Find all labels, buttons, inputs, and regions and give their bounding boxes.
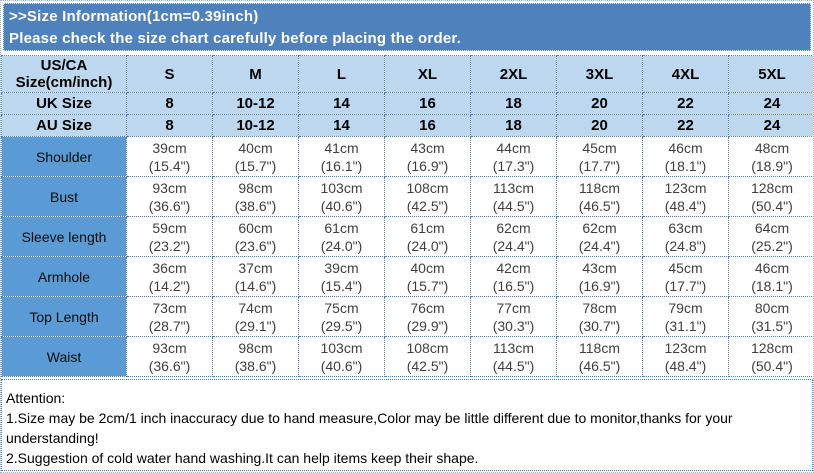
measurement-value-cell: [213, 217, 299, 257]
cm-value: 118cm: [579, 339, 620, 356]
measurement-value-cell: [299, 217, 385, 257]
inch-value: (40.6"): [320, 197, 363, 214]
measurement-value-cell: [127, 137, 213, 177]
measurement-value-cell: [643, 177, 729, 217]
cm-value: 78cm: [582, 299, 617, 316]
inch-value: (24.0"): [320, 237, 363, 254]
cm-value: 123cm: [664, 179, 707, 196]
inch-value: (44.5"): [492, 357, 535, 374]
attention-note-1: 1.Size may be 2cm/1 inch inaccuracy due to hand measure,Color may be little different due to monitor,thanks for your understanding!: [6, 410, 733, 446]
size-column-header: 2XL: [471, 56, 557, 93]
measurement-value-cell: [557, 177, 643, 217]
inch-value: (16.9"): [406, 157, 449, 174]
inch-value: (48.4"): [664, 197, 707, 214]
inch-value: (44.5"): [492, 197, 535, 214]
inch-value: (18.1"): [664, 157, 707, 174]
measurement-value-cell: [643, 217, 729, 257]
inch-value: (28.7"): [148, 317, 191, 334]
measurement-label: Bust: [2, 177, 127, 217]
intl-size-value-cell: 8: [127, 115, 213, 137]
intl-size-value-cell: 20: [557, 93, 643, 115]
inch-value: (50.4"): [751, 357, 793, 374]
inch-value: (36.6"): [148, 197, 191, 214]
size-table: [1, 55, 814, 377]
inch-value: (18.1"): [751, 277, 793, 294]
banner: [3, 3, 811, 51]
cm-value: 43cm: [582, 259, 617, 276]
measurement-value-cell: [213, 137, 299, 177]
measurement-value-cell: [557, 337, 643, 377]
measurement-value-cell: [471, 137, 557, 177]
inch-value: (36.6"): [148, 357, 191, 374]
size-column-header: 4XL: [643, 56, 729, 93]
corner-header-line1: US/CA: [40, 57, 88, 74]
inch-value: (24.4"): [492, 237, 535, 254]
measurement-value-cell: [471, 257, 557, 297]
measurement-value-cell: [213, 297, 299, 337]
cm-value: 128cm: [750, 179, 794, 196]
inch-value: (16.9"): [578, 277, 621, 294]
cm-value: 45cm: [668, 259, 703, 276]
measurement-value-cell: [385, 137, 471, 177]
cm-value: 40cm: [410, 259, 445, 276]
measurement-value-cell: [213, 257, 299, 297]
measurement-value-cell: [557, 217, 643, 257]
attention-note-2: 2.Suggestion of cold water hand washing.It can help items keep their shape.: [6, 450, 479, 466]
cm-value: 76cm: [410, 299, 445, 316]
measurement-row: [2, 137, 814, 177]
size-column-header: XL: [385, 56, 471, 93]
cm-value: 98cm: [238, 179, 273, 196]
cm-value: 36cm: [152, 259, 187, 276]
inch-value: (29.9"): [406, 317, 449, 334]
measurement-value-cell: [729, 337, 814, 377]
inch-value: (38.6"): [234, 197, 277, 214]
cm-value: 61cm: [324, 219, 359, 236]
cm-value: 108cm: [406, 179, 449, 196]
cm-value: 62cm: [496, 219, 531, 236]
measurement-value-cell: [557, 297, 643, 337]
measurement-value-cell: [643, 257, 729, 297]
intl-size-value-cell: 10-12: [213, 93, 299, 115]
cm-value: 37cm: [238, 259, 273, 276]
measurement-value-cell: [299, 137, 385, 177]
measurement-value-cell: [557, 257, 643, 297]
measurement-row: [2, 297, 814, 337]
size-column-header: S: [127, 56, 213, 93]
inch-value: (46.5"): [578, 357, 621, 374]
inch-value: (42.5"): [406, 197, 449, 214]
cm-value: 103cm: [320, 339, 363, 356]
inch-value: (23.6"): [234, 237, 277, 254]
inch-value: (24.4"): [578, 237, 621, 254]
measurement-value-cell: [127, 177, 213, 217]
inch-value: (29.1"): [234, 317, 277, 334]
measurement-value-cell: [643, 137, 729, 177]
cm-value: 74cm: [238, 299, 273, 316]
cm-value: 113cm: [493, 179, 534, 196]
measurement-value-cell: [127, 297, 213, 337]
size-column-header: M: [213, 56, 299, 93]
size-column-header: L: [299, 56, 385, 93]
intl-size-value-cell: 22: [643, 93, 729, 115]
inch-value: (15.4"): [148, 157, 191, 174]
attention-title: Attention:: [6, 390, 66, 406]
measurement-value-cell: [213, 337, 299, 377]
measurement-value-cell: [557, 137, 643, 177]
cm-value: 93cm: [152, 179, 187, 196]
size-header-row: [2, 56, 814, 93]
intl-size-value-cell: 14: [299, 93, 385, 115]
measurement-value-cell: [385, 297, 471, 337]
intl-size-value-cell: 18: [471, 93, 557, 115]
measurement-value-cell: [471, 297, 557, 337]
cm-value: 98cm: [238, 339, 273, 356]
inch-value: (16.1"): [320, 157, 363, 174]
size-column-header: 5XL: [729, 56, 814, 93]
measurement-value-cell: [299, 297, 385, 337]
measurement-row: [2, 177, 814, 217]
measurement-value-cell: [299, 177, 385, 217]
measurement-row: [2, 257, 814, 297]
au-row: [2, 115, 814, 137]
cm-value: 77cm: [496, 299, 531, 316]
inch-value: (38.6"): [234, 357, 277, 374]
cm-value: 46cm: [754, 259, 790, 276]
cm-value: 93cm: [152, 339, 187, 356]
inch-value: (29.5"): [320, 317, 363, 334]
measurement-value-cell: [643, 337, 729, 377]
inch-value: (30.3"): [492, 317, 535, 334]
cm-value: 118cm: [579, 179, 620, 196]
inch-value: (16.5"): [492, 277, 535, 294]
inch-value: (24.8"): [664, 237, 707, 254]
cm-value: 64cm: [754, 219, 790, 236]
inch-value: (24.0"): [406, 237, 449, 254]
intl-size-value-cell: 18: [471, 115, 557, 137]
corner-header-line2: Size(cm/inch): [15, 74, 113, 91]
inch-value: (14.2"): [148, 277, 191, 294]
inch-value: (17.7"): [578, 157, 621, 174]
inch-value: (23.2"): [148, 237, 191, 254]
measurement-value-cell: [729, 217, 814, 257]
intl-row-label: AU Size: [2, 115, 127, 137]
measurement-label: Shoulder: [2, 137, 127, 177]
uk-row: [2, 93, 814, 115]
cm-value: 45cm: [582, 139, 617, 156]
cm-value: 41cm: [324, 139, 359, 156]
measurement-value-cell: [127, 217, 213, 257]
size-column-header: 3XL: [557, 56, 643, 93]
inch-value: (14.6"): [234, 277, 277, 294]
inch-value: (15.7"): [406, 277, 449, 294]
measurement-value-cell: [127, 337, 213, 377]
intl-size-value-cell: 16: [385, 93, 471, 115]
inch-value: (17.3"): [492, 157, 535, 174]
measurement-label: Armhole: [2, 257, 127, 297]
cm-value: 113cm: [493, 339, 534, 356]
cm-value: 39cm: [324, 259, 359, 276]
measurement-value-cell: [471, 217, 557, 257]
measurement-value-cell: [729, 177, 814, 217]
cm-value: 79cm: [668, 299, 703, 316]
cm-value: 103cm: [320, 179, 363, 196]
measurement-value-cell: [299, 257, 385, 297]
inch-value: (31.5"): [751, 317, 793, 334]
measurement-value-cell: [385, 257, 471, 297]
measurement-value-cell: [127, 257, 213, 297]
intl-size-value-cell: 24: [729, 115, 814, 137]
cm-value: 39cm: [152, 139, 187, 156]
intl-size-value-cell: 10-12: [213, 115, 299, 137]
intl-size-value-cell: 14: [299, 115, 385, 137]
cm-value: 59cm: [152, 219, 187, 236]
cm-value: 46cm: [668, 139, 703, 156]
measurement-value-cell: [729, 297, 814, 337]
cm-value: 44cm: [496, 139, 531, 156]
measurement-label: Top Length: [2, 297, 127, 337]
inch-value: (40.6"): [320, 357, 363, 374]
intl-size-value-cell: 8: [127, 93, 213, 115]
cm-value: 60cm: [238, 219, 273, 236]
cm-value: 108cm: [406, 339, 449, 356]
measurement-value-cell: [385, 217, 471, 257]
measurement-value-cell: [385, 177, 471, 217]
inch-value: (31.1"): [664, 317, 707, 334]
measurement-value-cell: [299, 337, 385, 377]
measurement-value-cell: [471, 337, 557, 377]
cm-value: 73cm: [152, 299, 187, 316]
measurement-value-cell: [729, 257, 814, 297]
cm-value: 61cm: [410, 219, 445, 236]
cm-value: 42cm: [496, 259, 531, 276]
measurement-row: [2, 217, 814, 257]
cm-value: 48cm: [754, 139, 790, 156]
intl-size-value-cell: 24: [729, 93, 814, 115]
inch-value: (18.9"): [751, 157, 793, 174]
measurement-value-cell: [643, 297, 729, 337]
inch-value: (15.7"): [234, 157, 277, 174]
inch-value: (25.2"): [751, 237, 793, 254]
measurement-value-cell: [729, 137, 814, 177]
cm-value: 62cm: [582, 219, 617, 236]
intl-size-value-cell: 20: [557, 115, 643, 137]
measurement-value-cell: [213, 177, 299, 217]
attention-notes: [1, 379, 813, 471]
corner-header-cell: [2, 56, 127, 93]
measurement-label: Waist: [2, 337, 127, 377]
cm-value: 128cm: [750, 339, 794, 356]
cm-value: 123cm: [664, 339, 707, 356]
banner-subtitle: Please check the size chart carefully before placing the order.: [9, 30, 461, 47]
inch-value: (50.4"): [751, 197, 793, 214]
inch-value: (15.4"): [320, 277, 363, 294]
cm-value: 63cm: [668, 219, 703, 236]
intl-size-value-cell: 22: [643, 115, 729, 137]
inch-value: (48.4"): [664, 357, 707, 374]
cm-value: 40cm: [238, 139, 273, 156]
measurement-value-cell: [385, 337, 471, 377]
inch-value: (42.5"): [406, 357, 449, 374]
inch-value: (30.7"): [578, 317, 621, 334]
intl-row-label: UK Size: [2, 93, 127, 115]
banner-title: >>Size Information(1cm=0.39inch): [9, 8, 259, 25]
cm-value: 80cm: [754, 299, 790, 316]
inch-value: (46.5"): [578, 197, 621, 214]
cm-value: 75cm: [324, 299, 359, 316]
cm-value: 43cm: [410, 139, 445, 156]
intl-size-value-cell: 16: [385, 115, 471, 137]
inch-value: (17.7"): [664, 277, 707, 294]
measurement-value-cell: [471, 177, 557, 217]
measurement-label: Sleeve length: [2, 217, 127, 257]
measurement-row: [2, 337, 814, 377]
